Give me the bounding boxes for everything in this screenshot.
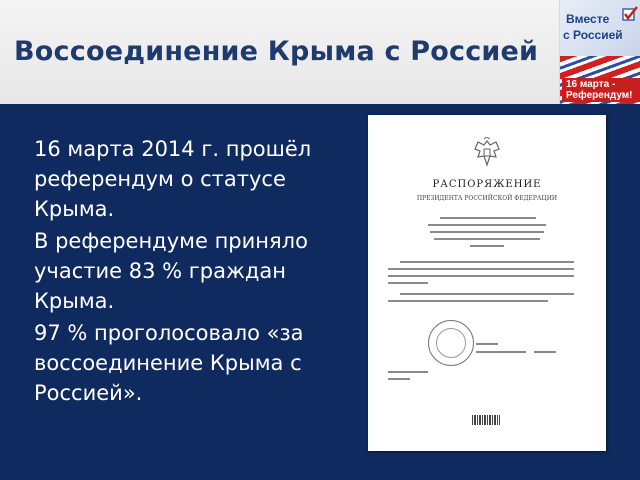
body-text [34, 134, 344, 410]
document-subheading: ПРЕЗИДЕНТА РОССИЙСКОЙ ФЕДЕРАЦИИ [416, 195, 558, 202]
logo-badge-line2: Референдум! [566, 90, 633, 101]
double-headed-eagle-icon [472, 137, 502, 171]
paragraph-turnout: В референдуме приняло участие 83 % граждан Крыма. [34, 229, 308, 313]
paragraph-referendum-date: 16 марта 2014 г. прошёл референдум о статусе Крыма. [34, 137, 312, 221]
checkmark-icon [622, 6, 638, 22]
doc-text-line [388, 300, 548, 302]
doc-text-line [428, 224, 546, 226]
doc-text-line [430, 231, 544, 233]
paragraph-vote-result: 97 % проголосовало «за воссоединение Крыма с Россией». [34, 321, 304, 405]
logo-date-badge [562, 78, 640, 102]
doc-text-line [388, 282, 428, 284]
doc-text-line [388, 275, 574, 277]
decree-document-image [368, 115, 606, 451]
slide-header [0, 0, 640, 104]
doc-text-line [470, 245, 504, 247]
doc-signature-line [476, 343, 498, 345]
doc-signature-line [534, 351, 556, 353]
doc-text-line [400, 293, 574, 295]
doc-text-line [440, 217, 536, 219]
doc-text-line [388, 268, 574, 270]
slide-title: Воссоединение Крыма с Россией [14, 36, 539, 67]
doc-date-line [388, 378, 410, 380]
document-heading: РАСПОРЯЖЕНИЕ [432, 179, 542, 190]
doc-signature-line [476, 351, 526, 353]
document-seal-stamp [428, 320, 474, 366]
logo-badge-line1: 16 марта - [566, 79, 616, 90]
logo-text-line2: с Россией [563, 28, 623, 42]
document-barcode [472, 415, 500, 425]
referendum-logo [559, 0, 640, 104]
doc-text-line [434, 238, 540, 240]
logo-text-line1: Вместе [566, 12, 610, 26]
doc-text-line [400, 261, 574, 263]
doc-date-line [388, 371, 428, 373]
